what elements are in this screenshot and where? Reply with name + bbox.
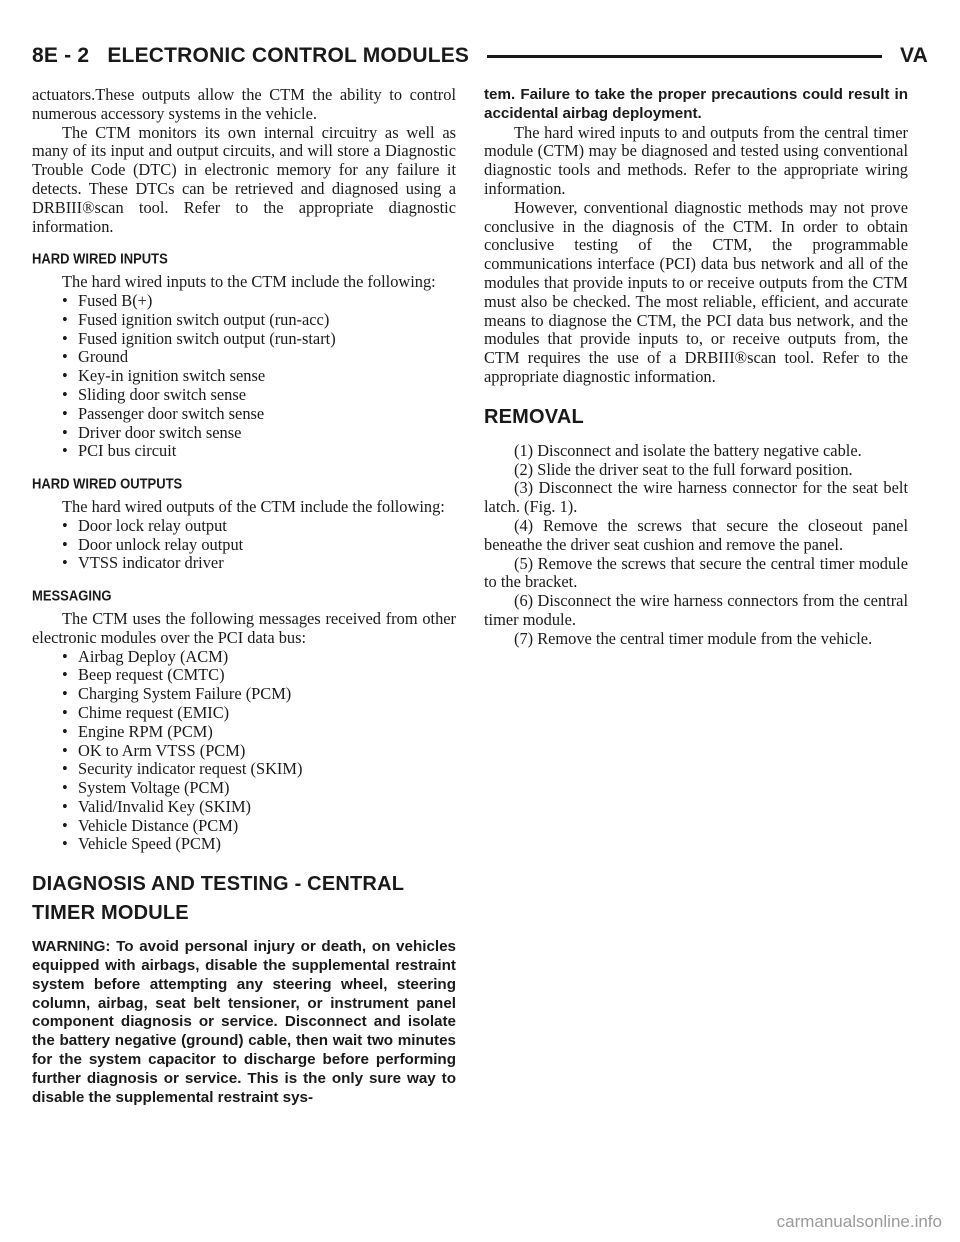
bullet-icon: • xyxy=(62,384,68,404)
site-watermark: carmanualsonline.info xyxy=(776,1212,942,1231)
bullet-icon: • xyxy=(62,553,68,573)
bullet-icon: • xyxy=(62,515,68,535)
bullet-icon: • xyxy=(62,422,68,442)
bullet-icon: • xyxy=(62,646,68,666)
right-column xyxy=(484,86,908,649)
list-item: • Security indicator request (SKIM) xyxy=(62,759,303,779)
left-column xyxy=(32,86,456,1107)
bullet-icon: • xyxy=(62,347,68,367)
intro-paragraph-1: actuators.These outputs allow the CTM the ability to control numerous accessory systems in the vehicle. xyxy=(32,85,456,123)
warning-continuation: tem. Failure to take the proper precautions could result in accidental airbag deployment. xyxy=(484,86,908,122)
outputs-intro: The hard wired outputs of the CTM include the following: xyxy=(62,496,445,516)
bullet-icon: • xyxy=(62,740,68,760)
messages-list xyxy=(32,648,456,855)
outputs-heading: HARD WIRED OUTPUTS xyxy=(32,475,183,492)
bullet-icon: • xyxy=(62,328,68,348)
page-header xyxy=(32,42,928,70)
removal-step-7: (7) Remove the central timer module from the vehicle. xyxy=(514,628,873,648)
list-item: • Charging System Failure (PCM) xyxy=(62,684,292,704)
warning-text: WARNING: To avoid personal injury or death, on vehicles equipped with airbags, disable the supplemental restraint system before attempting any steering wheel, steering column, airbag, seat belt tensioner, or instrument panel component diagnosis or service. Disconnect and isolate the battery negative (ground) cable, then wait two minutes for the system capacitor to discharge before performing further diagnosis or service. This is the only sure way to disable the supplemental restraint sys- xyxy=(32,938,456,1106)
bullet-icon: • xyxy=(62,815,68,835)
list-item: • Vehicle Speed (PCM) xyxy=(62,834,221,854)
diagnosis-paragraph-1: The hard wired inputs to and outputs from the central timer module (CTM) may be diagnosed and tested using conventional diagnostic tools and methods. Refer to the appropriate wiring information. xyxy=(484,122,908,198)
list-item: • Valid/Invalid Key (SKIM) xyxy=(62,796,251,816)
list-item: • Door lock relay output xyxy=(62,515,227,535)
header-model-code: VA xyxy=(899,44,928,67)
list-item: • System Voltage (PCM) xyxy=(62,778,230,798)
list-item: • Passenger door switch sense xyxy=(62,403,265,423)
header-rule xyxy=(487,55,882,58)
header-section-title: 8E - 2 ELECTRONIC CONTROL MODULES xyxy=(32,44,470,67)
list-item: • Sliding door switch sense xyxy=(62,384,246,404)
diagnosis-paragraph-2: However, conventional diagnostic methods may not prove conclusive in the diagnosis of the CTM. In order to obtain conclusive testing of the CTM, the programmable communications interface (PCI) data bus network and all of the modules that provide inputs to or receive outputs from the CTM must also be checked. The most reliable, efficient, and accurate means to diagnose the CTM, the PCI data bus network, and the modules that provide inputs to, or receive outputs from, the CTM requires the use of a DRBIII®scan tool. Refer to the appropriate diagnostic information. xyxy=(484,197,908,386)
removal-step-6: (6) Disconnect the wire harness connectors from the central timer module. xyxy=(484,591,908,629)
bullet-icon: • xyxy=(62,796,68,816)
removal-step-1: (1) Disconnect and isolate the battery negative cable. xyxy=(514,440,862,460)
list-item: • VTSS indicator driver xyxy=(62,553,224,573)
bullet-icon: • xyxy=(62,778,68,798)
list-item: • Fused ignition switch output (run-start) xyxy=(62,328,336,348)
bullet-icon: • xyxy=(62,441,68,461)
bullet-icon: • xyxy=(62,309,68,329)
removal-heading: REMOVAL xyxy=(484,405,584,428)
list-item: • Fused B(+) xyxy=(62,290,153,310)
bullet-icon: • xyxy=(62,290,68,310)
bullet-icon: • xyxy=(62,759,68,779)
diagnosis-heading: DIAGNOSIS AND TESTING - CENTRAL TIMER MODULE xyxy=(32,873,404,925)
bullet-icon: • xyxy=(62,366,68,386)
list-item: • OK to Arm VTSS (PCM) xyxy=(62,740,246,760)
removal-step-5: (5) Remove the screws that secure the central timer module to the bracket. xyxy=(484,553,908,592)
list-item: • PCI bus circuit xyxy=(62,441,177,461)
intro-paragraph-2: The CTM monitors its own internal circuitry as well as many of its input and output circuits, and will store a Diagnostic Trouble Code (DTC) in electronic memory for any failure it detects. These DTCs can be retrieved and diagnosed using a DRBIII®scan tool. Refer to the appropriate diagnostic information. xyxy=(32,122,456,236)
bullet-icon: • xyxy=(62,403,68,423)
list-item: • Driver door switch sense xyxy=(62,422,242,442)
bullet-icon: • xyxy=(62,721,68,741)
bullet-icon: • xyxy=(62,534,68,554)
list-item: • Engine RPM (PCM) xyxy=(62,721,213,741)
messaging-intro: The CTM uses the following messages received from other electronic modules over the PCI data bus: xyxy=(32,608,456,647)
list-item: • Door unlock relay output xyxy=(62,534,244,554)
list-item: • Chime request (EMIC) xyxy=(62,702,230,722)
removal-step-4: (4) Remove the screws that secure the closeout panel beneathe the driver seat cushion and remove the panel. xyxy=(484,515,908,554)
messaging-heading: MESSAGING xyxy=(32,587,112,604)
list-item: • Airbag Deploy (ACM) xyxy=(62,646,229,666)
inputs-list xyxy=(32,292,456,461)
list-item: • Beep request (CMTC) xyxy=(62,665,225,685)
bullet-icon: • xyxy=(62,684,68,704)
outputs-list xyxy=(32,517,456,573)
list-item: • Vehicle Distance (PCM) xyxy=(62,815,239,835)
bullet-icon: • xyxy=(62,702,68,722)
inputs-heading: HARD WIRED INPUTS xyxy=(32,250,168,268)
list-item: • Key-in ignition switch sense xyxy=(62,366,266,386)
list-item: • Fused ignition switch output (run-acc) xyxy=(62,309,330,329)
list-item: • Ground xyxy=(62,347,129,367)
bullet-icon: • xyxy=(62,834,68,854)
removal-step-2: (2) Slide the driver seat to the full forward position. xyxy=(514,459,853,479)
removal-step-3: (3) Disconnect the wire harness connector for the seat belt latch. (Fig. 1). xyxy=(484,478,908,517)
bullet-icon: • xyxy=(62,665,68,685)
inputs-intro: The hard wired inputs to the CTM include the following: xyxy=(62,272,436,292)
